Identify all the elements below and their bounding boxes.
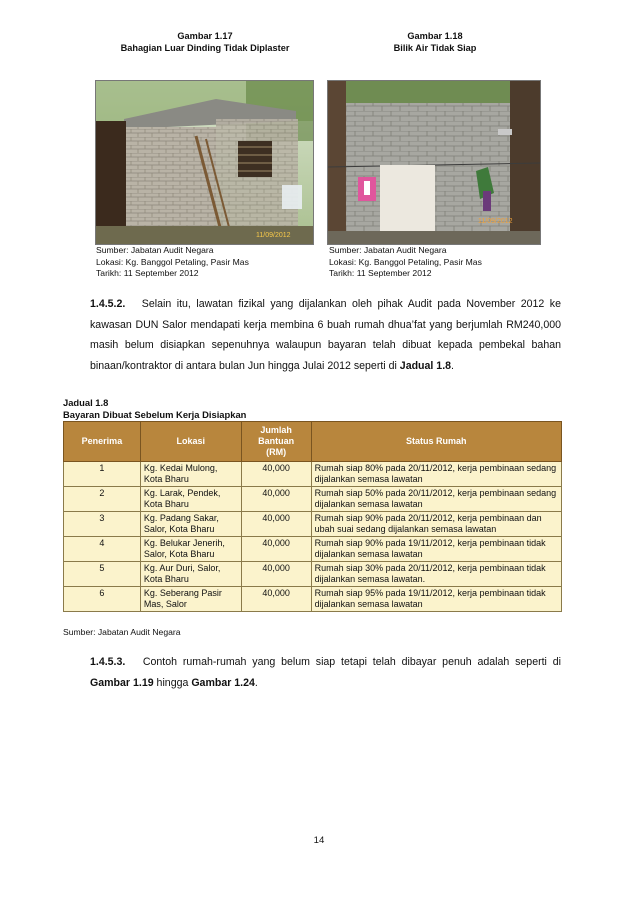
cell-status: Rumah siap 90% pada 19/11/2012, kerja pembinaan tidak dijalankan semasa lawatan (311, 537, 561, 562)
figure-reference-start: Gambar 1.19 (90, 676, 154, 689)
photo-1-17-date-stamp: 11/09/2012 (256, 232, 291, 239)
cell-location: Kg. Kedai Mulong, Kota Bharu (140, 462, 241, 487)
photo-unplastered-wall (95, 80, 314, 245)
cell-location: Kg. Padang Sakar, Salor, Kota Bharu (140, 512, 241, 537)
cell-amount: 40,000 (241, 462, 311, 487)
cell-location: Kg. Larak, Pendek, Kota Bharu (140, 487, 241, 512)
figure-1-17-number: Gambar 1.17 (177, 31, 233, 41)
figure-1-17-date: Tarikh: 11 September 2012 (96, 268, 199, 278)
cell-location: Kg. Seberang Pasir Mas, Salor (140, 587, 241, 612)
figure-1-18-caption (330, 30, 540, 54)
cell-status: Rumah siap 50% pada 20/11/2012, kerja pembinaan sedang dijalankan semasa lawatan (311, 487, 561, 512)
paragraph-number: 1.4.5.2. (90, 298, 126, 310)
table-row (64, 512, 562, 537)
paragraph-end: . (451, 359, 454, 372)
paragraph-number: 1.4.5.3. (90, 656, 126, 668)
table-heading (63, 397, 246, 420)
table-row (64, 487, 562, 512)
figure-1-18-number: Gambar 1.18 (407, 31, 463, 41)
cell-recipient: 4 (64, 537, 141, 562)
paragraph-text: Selain itu, lawatan fizikal yang dijalankan oleh pihak Audit pada November 2012 ke kawasan DUN Salor mendapati kerja membina 6 buah rumah dhua’fat yang berjumlah RM240,000 masih belum disiapkan sepenuhnya walaupun bayaran telah dibuat kepada pembekal bahan binaan/kontraktor di antara bulan Jun hingga Julai 2012 seperti di (90, 298, 561, 372)
paragraph-1-4-5-3 (90, 652, 561, 693)
cell-amount: 40,000 (241, 512, 311, 537)
table-row (64, 562, 562, 587)
figure-1-18-date: Tarikh: 11 September 2012 (329, 268, 432, 278)
cell-recipient: 3 (64, 512, 141, 537)
header-amount: Jumlah Bantuan (RM) (241, 422, 311, 462)
table-row (64, 587, 562, 612)
table-title: Bayaran Dibuat Sebelum Kerja Disiapkan (63, 408, 247, 420)
photo-1-18-date-stamp: 11/09/2012 (478, 218, 513, 225)
header-status: Status Rumah (311, 422, 561, 462)
paragraph-1-4-5-2 (90, 294, 561, 376)
figure-1-17-caption (90, 30, 320, 54)
cell-location: Kg. Belukar Jenerih, Salor, Kota Bharu (140, 537, 241, 562)
cell-amount: 40,000 (241, 487, 311, 512)
cell-status: Rumah siap 90% pada 20/11/2012, kerja pembinaan dan ubah suai sedang dijalankan semasa lawatan (311, 512, 561, 537)
paragraph-connector: hingga (153, 676, 192, 689)
header-recipient: Penerima (64, 422, 141, 462)
cell-amount: 40,000 (241, 587, 311, 612)
figure-1-17-title: Bahagian Luar Dinding Tidak Diplaster (120, 43, 290, 53)
figure-1-18-source (329, 245, 544, 280)
figure-1-18-source-line: Sumber: Jabatan Audit Negara (329, 245, 447, 255)
cell-recipient: 6 (64, 587, 141, 612)
payment-table (63, 421, 562, 612)
paragraph-text: Contoh rumah-rumah yang belum siap tetapi telah dibayar penuh adalah seperti di (142, 656, 561, 668)
table-row (64, 537, 562, 562)
cell-recipient: 1 (64, 462, 141, 487)
cell-status: Rumah siap 30% pada 20/11/2012, kerja pembinaan tidak dijalankan semasa lawatan. (311, 562, 561, 587)
table-header-row (64, 422, 562, 462)
cell-amount: 40,000 (241, 537, 311, 562)
figure-1-17-source (96, 245, 321, 280)
cell-amount: 40,000 (241, 562, 311, 587)
page-number: 14 (313, 835, 325, 846)
cell-location: Kg. Aur Duri, Salor, Kota Bharu (140, 562, 241, 587)
cell-status: Rumah siap 95% pada 19/11/2012, kerja pembinaan tidak dijalankan semasa lawatan (311, 587, 561, 612)
figure-1-18-location: Lokasi: Kg. Banggol Petaling, Pasir Mas (329, 256, 482, 267)
cell-status: Rumah siap 80% pada 20/11/2012, kerja pembinaan sedang dijalankan semasa lawatan (311, 462, 561, 487)
table-row (64, 462, 562, 487)
paragraph-end: . (254, 676, 258, 689)
figure-1-17-source-line: Sumber: Jabatan Audit Negara (96, 245, 214, 255)
header-location: Lokasi (140, 422, 241, 462)
figure-reference-end: Gambar 1.24 (191, 676, 255, 689)
cell-recipient: 2 (64, 487, 141, 512)
table-source: Sumber: Jabatan Audit Negara (63, 627, 181, 637)
figure-1-17-location: Lokasi: Kg. Banggol Petaling, Pasir Mas (96, 256, 249, 267)
table-label: Jadual 1.8 (63, 397, 109, 408)
photo-unfinished-bathroom (327, 80, 541, 245)
cell-recipient: 5 (64, 562, 141, 587)
figure-1-18-title: Bilik Air Tidak Siap (393, 43, 477, 53)
table-reference: Jadual 1.8 (399, 359, 452, 372)
